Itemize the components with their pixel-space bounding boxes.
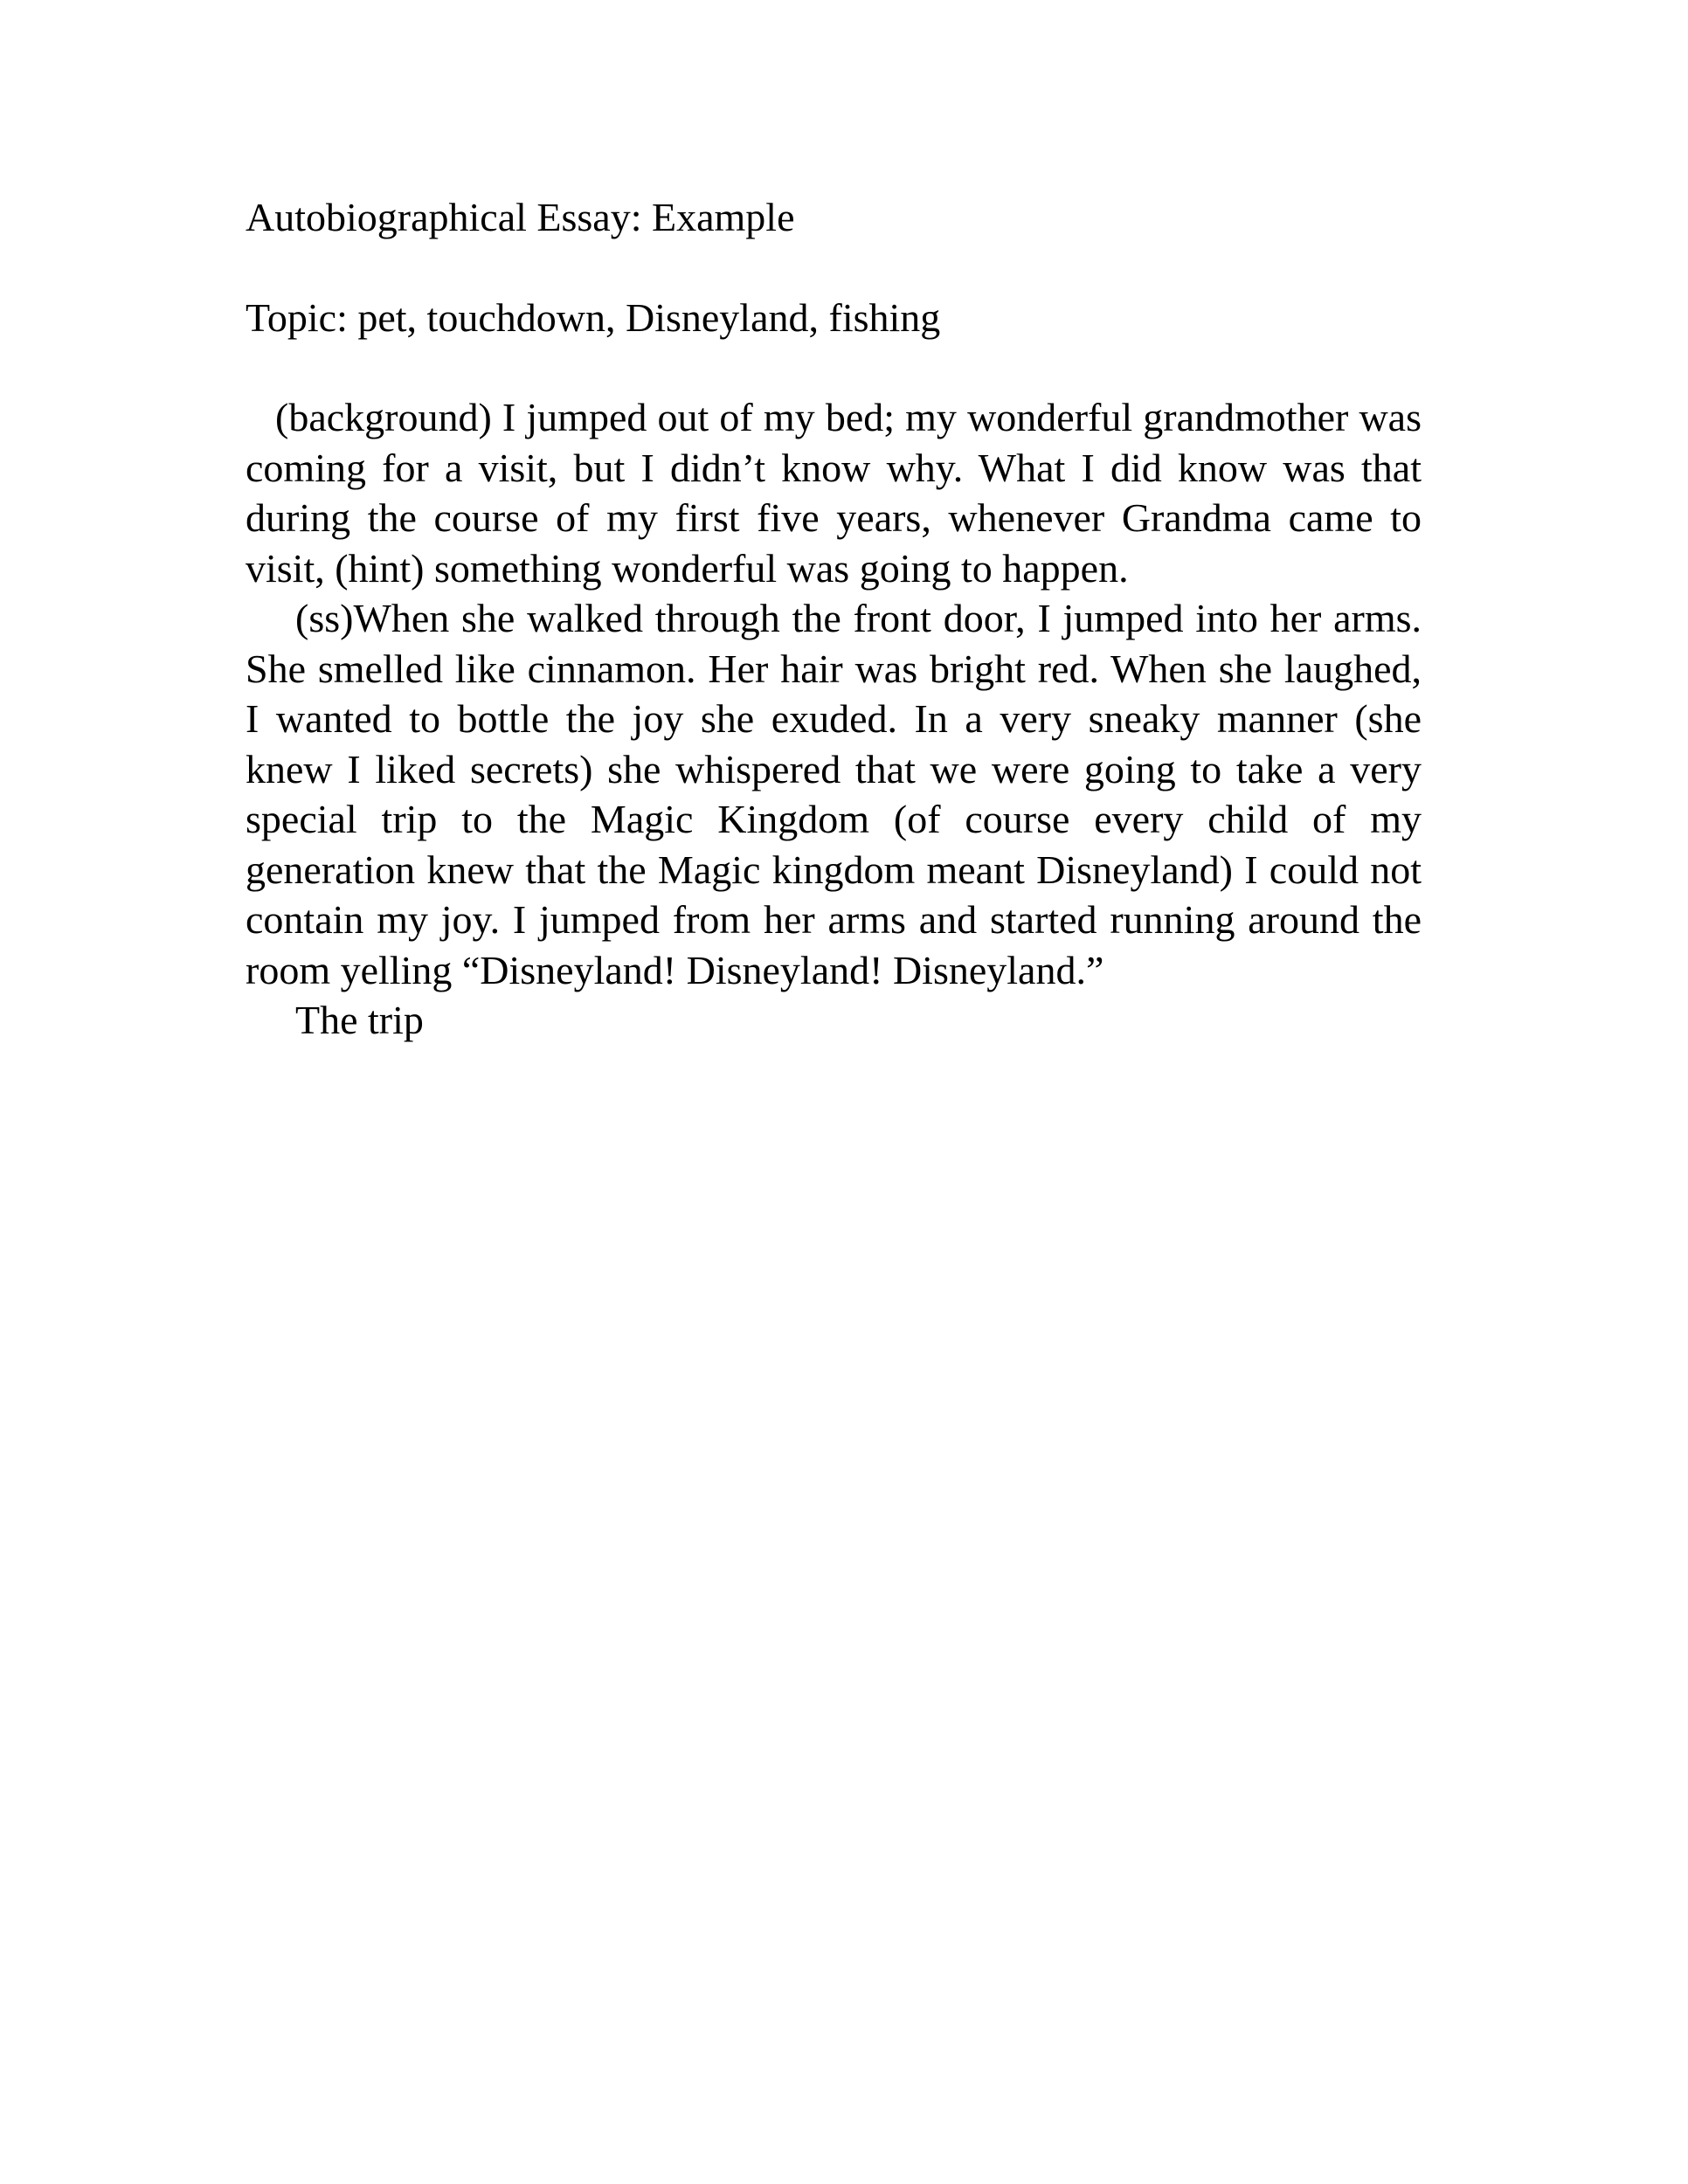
essay-title: Autobiographical Essay: Example	[246, 195, 795, 239]
paragraph-background: (background) I jumped out of my bed; my wonderful grandmother was coming for a visit, but I didn’t know why. What I did know was that during the course of my first five years, whenever Grandma came to visit, (hint) something wonderful was going to happen.	[246, 395, 1422, 591]
essay-body	[246, 192, 1422, 1046]
paragraph-the-trip: The trip	[295, 998, 424, 1042]
paragraph-grandma-arrival: (ss)When she walked through the front door, I jumped into her arms. She smelled like cinnamon. Her hair was bright red. When she laughed, I wanted to bottle the joy she exuded. In a very sneaky manner (she knew I liked secrets) she whispered that we were going to take a very special trip to the Magic Kingdom (of course every child of my generation knew that the Magic kingdom meant Disneyland) I could not contain my joy. I jumped from her arms and started running around the room yelling “Disneyland! Disneyland! Disneyland.”	[246, 596, 1422, 992]
essay-topic: Topic: pet, touchdown, Disneyland, fishing	[246, 294, 941, 340]
